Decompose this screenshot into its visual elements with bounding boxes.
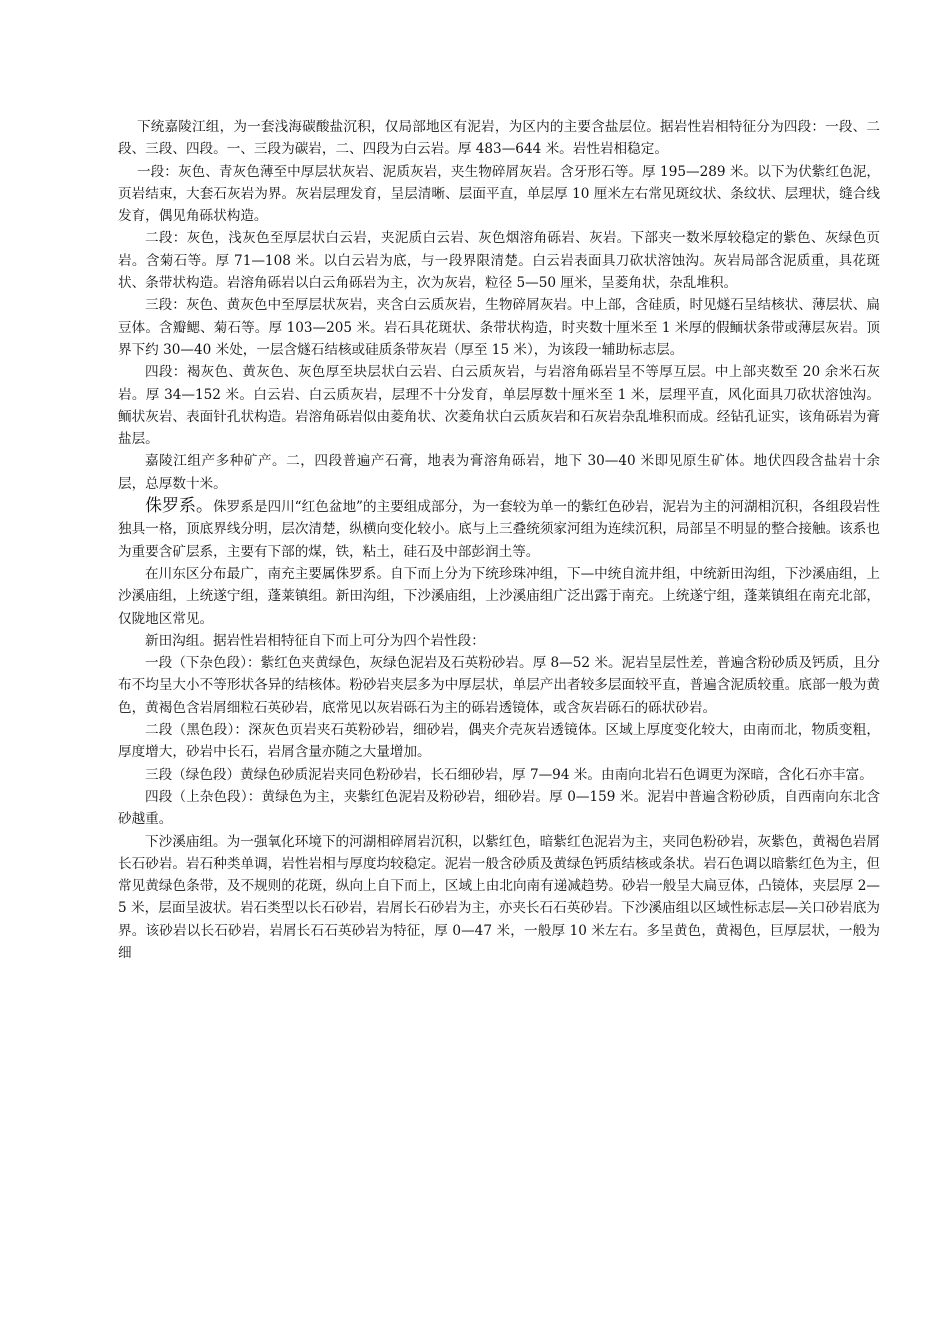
paragraph-member-1: 一段：灰色、青灰色薄至中厚层状灰岩、泥质灰岩，夹生物碎屑灰岩。含牙形石等。厚 195—289 米。以下为伏紫红色泥，页岩结束，大套石灰岩为界。灰岩层理发育，呈层清晰、层面平直，单层厚 10 厘米左右常见斑纹状、条纹状、层理状，缝合线发育，偶见角砾状构造。 (118, 163, 880, 225)
paragraph-member-2: 二段：灰色，浅灰色至厚层状白云岩，夹泥质白云岩、灰色烟溶角砾岩、灰岩。下部夹一数米厚较稳定的紫色、灰绿色页岩。含菊石等。厚 71—108 米。以白云岩为底，与一段界限清楚。白云岩表面具刀砍状溶蚀沟。灰岩局部含泥质重，具花斑状、条带状构造。岩溶角砾岩以白云角砾岩为主，次为灰岩，粒径 5—50 厘米，呈菱角状，杂乱堆积。 (118, 230, 880, 292)
paragraph-lower-shaximiao: 下沙溪庙组。为一强氧化环境下的河湖相碎屑岩沉积，以紫红色，暗紫红色泥岩为主，夹同色粉砂岩，灰紫色，黄褐色岩屑长石砂岩。岩石种类单调，岩性岩相与厚度均较稳定。泥岩一般含砂质及黄绿色钙质结核或条状。岩石色调以暗紫红色为主，但常见黄绿色条带，及不规则的花斑，纵向上自下而上，区域上由北向南有递减趋势。砂岩一般呈大扁豆体，凸镜体，夹层厚 2—5 米，层面呈波状。岩石类型以长石砂岩，岩屑长石砂岩为主，亦夹长石石英砂岩。下沙溪庙组以区域性标志层—关口砂岩底为界。该砂岩以长石砂岩，岩屑长石石英砂岩为特征，厚 0—47 米，一般厚 10 米左右。多呈黄色，黄褐色，巨厚层状，一般为细 (118, 833, 880, 961)
paragraph-jurassic-intro (118, 495, 880, 563)
paragraph-xintiangou-member-1: 一段（下杂色段）：紫红色夹黄绿色，灰绿色泥岩及石英粉砂岩。厚 8—52 米。泥岩呈层性差，普遍含粉砂质及钙质，且分布不均呈大小不等形状各异的结核体。粉砂岩夹层多为中厚层状，单层产出者较多层面较平直，普遍含泥质较重。底部一般为黄色，黄褐色含岩屑细粒石英砂岩，底常见以灰岩砾石为主的砾岩透镜体，或含灰岩砾石的砾状砂岩。 (118, 655, 880, 716)
paragraph-xintiangou-intro: 新田沟组。据岩性岩相特征自下而上可分为四个岩性段： (145, 632, 485, 649)
paragraph-xintiangou-member-2: 二段（黑色段）：深灰色页岩夹石英粉砂岩，细砂岩，偶夹介壳灰岩透镜体。区域上厚度变化较大，由南而北，物质变粗，厚度增大，砂岩中长石，岩屑含量亦随之大量增加。 (118, 722, 880, 761)
paragraph-jialingjiang-minerals: 嘉陵江组产多种矿产。二，四段普遍产石膏，地表为膏溶角砾岩，地下 30—40 米即见原生矿体。地伏四段含盐岩十余层，总厚数十米。 (118, 453, 880, 492)
paragraph-member-4: 四段：褐灰色、黄灰色、灰色厚至块层状白云岩、白云质灰岩，与岩溶角砾岩呈不等厚互层。中上部夹数至 20 余米石灰岩。厚 34—152 米。白云岩、白云质灰岩，层理不十分发育，单层厚数十厘米至 1 米，层理平直，风化面具刀砍状溶蚀沟。鲕状灰岩、表面针孔状构造。岩溶角砾岩似由菱角状、次菱角状白云质灰岩和石灰岩杂乱堆积而成。经钻孔证实，该角砾岩为膏盐层。 (118, 364, 880, 448)
document-body (118, 116, 880, 964)
paragraph-jialingjiang-intro: 下统嘉陵江组，为一套浅海碳酸盐沉积，仅局部地区有泥岩，为区内的主要含盐层位。据岩性岩相特征分为四段：一段、二段、三段、四段。一、三段为碳岩，二、四段为白云岩。厚 483—644 米。岩性岩相稳定。 (118, 119, 880, 158)
jurassic-intro-text: 侏罗系是四川“红色盆地”的主要组成部分，为一套较为单一的紫红色砂岩，泥岩为主的河湖相沉积，各组段岩性独具一格，顶底界线分明，层次清楚，纵横向变化较小。底与上三叠统须家河组为连续沉积，局部呈不明显的整合接触。该系也为重要含矿层系，主要有下部的煤，铁，粘土，硅石及中部彭润土等。 (118, 499, 880, 560)
paragraph-xintiangou-member-4: 四段（上杂色段）：黄绿色为主，夹紫红色泥岩及粉砂岩，细砂岩。厚 0—159 米。泥岩中普遍含粉砂质，自西南向东北含砂越重。 (118, 788, 880, 828)
paragraph-xintiangou-member-3: 三段（绿色段）黄绿色砂质泥岩夹同色粉砂岩，长石细砂岩，厚 7—94 米。由南向北岩石色调更为深暗，含化石亦丰富。 (145, 766, 873, 783)
paragraph-jurassic-distribution: 在川东区分布最广，南充主要属侏罗系。自下而上分为下统珍珠冲组，下—中统自流井组，中统新田沟组，下沙溪庙组，上沙溪庙组，上统遂宁组，蓬莱镇组。新田沟组，下沙溪庙组，上沙溪庙组广泛出露于南充。上统遂宁组，蓬莱镇组在南充北部，仅陇地区常见。 (118, 565, 880, 627)
paragraph-member-3: 三段：灰色、黄灰色中至厚层状灰岩，夹含白云质灰岩，生物碎屑灰岩。中上部，含硅质，时见燧石呈结核状、薄层状、扁豆体。含瓣鳃、菊石等。厚 103—205 米。岩石具花斑状、条带状构造，时夹数十厘米至 1 米厚的假鲕状条带或薄层灰岩。顶界下约 30—40 米处，一层含燧石结核或硅质条带灰岩（厚至 15 米），为该段一辅助标志层。 (118, 297, 880, 358)
section-heading-jurassic: 侏罗系。 (145, 496, 214, 517)
